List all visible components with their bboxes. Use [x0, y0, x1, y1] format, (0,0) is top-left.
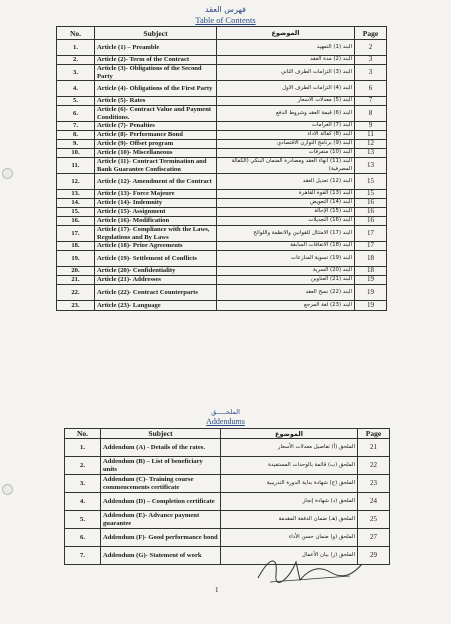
- toc-row-number: 20.: [57, 267, 95, 276]
- toc-row-subject: Article (11)- Contract Termination and Bank Guarantee Confiscation: [95, 158, 217, 174]
- toc-row-subject: Article (21)- Addresses: [95, 276, 217, 285]
- addendums-row-number: 2.: [65, 457, 101, 475]
- toc-row: [57, 267, 387, 276]
- addendums-row-subject-ar: الملحق (أ) تفاصيل معدلات الأسعار: [221, 439, 358, 457]
- title-arabic: فهرس العقد: [205, 5, 246, 14]
- toc-row-subject: Article (20)- Confidentiality: [95, 267, 217, 276]
- toc-row-subject-ar: البند (3) التزامات الطرف الثاني: [217, 65, 355, 81]
- toc-row: [57, 97, 387, 106]
- toc-row-subject: Article (19)- Settlement of Conflicts: [95, 251, 217, 267]
- toc-row-page: 19: [355, 301, 387, 311]
- toc-row-page: 9: [355, 122, 387, 131]
- toc-row-subject: Article (10)- Miscellaneous: [95, 149, 217, 158]
- toc-row-number: 13.: [57, 190, 95, 199]
- toc-row-page: 15: [355, 190, 387, 199]
- toc-row-subject-ar: البند (22) نسخ العقد: [217, 285, 355, 301]
- toc-row-subject: Article (15)- Assignment: [95, 208, 217, 217]
- addendums-header-no: No.: [65, 429, 101, 439]
- addendums-row-page: 21: [358, 439, 390, 457]
- toc-row: [57, 251, 387, 267]
- toc-row-page: 7: [355, 97, 387, 106]
- addendums-row: [65, 493, 390, 511]
- punch-hole-bottom: [2, 484, 13, 495]
- toc-row-subject: Article (18)- Prior Agreements: [95, 242, 217, 251]
- toc-row-page: 16: [355, 199, 387, 208]
- title-english: Table of Contents: [195, 15, 256, 25]
- toc-row-subject-ar: البند (15) الإحالة: [217, 208, 355, 217]
- addendums-row-subject-ar: الملحق (ز) بيان الأعمال: [221, 547, 358, 565]
- toc-header-row: [57, 27, 387, 40]
- toc-body: [57, 40, 387, 311]
- addendums-row: [65, 457, 390, 475]
- toc-row: [57, 40, 387, 56]
- addendums-row-number: 3.: [65, 475, 101, 493]
- toc-row-number: 22.: [57, 285, 95, 301]
- addendums-body: [65, 439, 390, 565]
- toc-row-subject: Article (7)- Penalties: [95, 122, 217, 131]
- addendums-row: [65, 529, 390, 547]
- toc-row-subject: Article (16)- Modification: [95, 217, 217, 226]
- toc-row-subject-ar: البند (6) قيمة العقد وشروط الدفع: [217, 106, 355, 122]
- toc-row-page: 16: [355, 208, 387, 217]
- addendums-row-page: 27: [358, 529, 390, 547]
- addendums-title-english: Addendums: [206, 417, 245, 426]
- toc-row-page: 19: [355, 276, 387, 285]
- toc-row-subject-ar: البند (8) كفالة الأداء: [217, 131, 355, 140]
- addendums-row-subject: Addendum (C)- Training course commencements certificate: [101, 475, 221, 493]
- toc-row-number: 11.: [57, 158, 95, 174]
- addendums-row-subject-ar: الملحق (هـ) ضمان الدفعة المقدمة: [221, 511, 358, 529]
- addendums-title-arabic: الملحـــــق: [211, 408, 240, 416]
- addendums-row-number: 1.: [65, 439, 101, 457]
- toc-row-subject-ar: البند (21) العناوين: [217, 276, 355, 285]
- toc-row-number: 19.: [57, 251, 95, 267]
- addendums-row-page: 23: [358, 475, 390, 493]
- toc-row-number: 10.: [57, 149, 95, 158]
- addendums-row-number: 4.: [65, 493, 101, 511]
- toc-row-subject-ar: البند (19) تسوية المنازعات: [217, 251, 355, 267]
- toc-row-subject: Article (8)- Performance Bond: [95, 131, 217, 140]
- addendums-row-page: 29: [358, 547, 390, 565]
- addendums-row-number: 6.: [65, 529, 101, 547]
- toc-row-subject-ar: البند (23) لغة المرجع: [217, 301, 355, 311]
- toc-row-subject: Article (12)- Amendment of the Contract: [95, 174, 217, 190]
- toc-row: [57, 56, 387, 65]
- toc-row-subject-ar: البند (18) الاتفاقات السابقة: [217, 242, 355, 251]
- toc-row: [57, 226, 387, 242]
- toc-row-number: 7.: [57, 122, 95, 131]
- addendums-row-subject: Addendum (B) – List of beneficiary units: [101, 457, 221, 475]
- toc-row-subject: Article (23)- Language: [95, 301, 217, 311]
- toc-row-page: 15: [355, 174, 387, 190]
- toc-row-page: 2: [355, 40, 387, 56]
- addendums-row-page: 24: [358, 493, 390, 511]
- addendums-row: [65, 511, 390, 529]
- addendums-row-subject: Addendum (A) - Details of the rates.: [101, 439, 221, 457]
- toc-row-number: 14.: [57, 199, 95, 208]
- addendums-row-subject: Addendum (E)- Advance payment guarantee: [101, 511, 221, 529]
- toc-row-subject-ar: البند (11) انهاء العقد ومصادرة الضمان البنكي (الكفالة المصرفية): [217, 158, 355, 174]
- toc-row-subject-ar: البند (16) التعديلات: [217, 217, 355, 226]
- toc-row-page: 13: [355, 149, 387, 158]
- addendums-table: [64, 428, 390, 565]
- toc-row-subject-ar: البند (9) برنامج التوازن الاقتصادي: [217, 140, 355, 149]
- toc-row-subject: Article (5)- Rates: [95, 97, 217, 106]
- toc-row-subject-ar: البند (13) القوة القاهرة: [217, 190, 355, 199]
- toc-row-subject: Article (9)- Offset program: [95, 140, 217, 149]
- toc-row-page: 6: [355, 81, 387, 97]
- toc-row-page: 3: [355, 65, 387, 81]
- addendums-row-subject-ar: الملحق (ج) شهادة بداية الدورة التدريبية: [221, 475, 358, 493]
- toc-row-page: 17: [355, 226, 387, 242]
- addendums-header-subject: Subject: [101, 429, 221, 439]
- toc-row-subject-ar: البند (5) معدلات الاسعار: [217, 97, 355, 106]
- toc-row-subject: Article (13)- Force Majeure: [95, 190, 217, 199]
- toc-row-subject: Article (14)- Indemnity: [95, 199, 217, 208]
- toc-row-subject-ar: البند (20) السرية: [217, 267, 355, 276]
- handwritten-signature: [250, 548, 370, 588]
- toc-row-page: 11: [355, 131, 387, 140]
- toc-row-subject: Article (17)- Compliance with the Laws, Regulations and By Laws: [95, 226, 217, 242]
- toc-row-number: 21.: [57, 276, 95, 285]
- toc-row-subject-ar: البند (7) الغرامات: [217, 122, 355, 131]
- toc-header-no: No.: [57, 27, 95, 40]
- addendums-row: [65, 475, 390, 493]
- toc-row-number: 4.: [57, 81, 95, 97]
- toc-row: [57, 131, 387, 140]
- toc-row-number: 5.: [57, 97, 95, 106]
- toc-row-page: 18: [355, 267, 387, 276]
- toc-row-number: 9.: [57, 140, 95, 149]
- toc-row-subject: Article (3)- Obligations of the Second Party: [95, 65, 217, 81]
- addendums-row-subject-ar: الملحق (د) شهادة إنجاز: [221, 493, 358, 511]
- toc-row-subject-ar: البند (4) التزامات الطرف الاول: [217, 81, 355, 97]
- toc-row-number: 3.: [57, 65, 95, 81]
- toc-row: [57, 242, 387, 251]
- addendums-row-number: 5.: [65, 511, 101, 529]
- toc-row-subject-ar: البند (2) مدة العقد: [217, 56, 355, 65]
- toc-row-page: 13: [355, 158, 387, 174]
- toc-table: [56, 26, 387, 311]
- toc-row-number: 16.: [57, 217, 95, 226]
- toc-row-subject-ar: البند (1) التمهيد: [217, 40, 355, 56]
- toc-row-number: 8.: [57, 131, 95, 140]
- toc-row-number: 17.: [57, 226, 95, 242]
- toc-row: [57, 208, 387, 217]
- toc-row-subject: Article (4)- Obligations of the First Party: [95, 81, 217, 97]
- toc-row-subject: Article (22)- Contract Counterparts: [95, 285, 217, 301]
- toc-row-page: 16: [355, 217, 387, 226]
- addendums-row-subject-ar: الملحق (ب) قائمة بالوحدات المستفيدة: [221, 457, 358, 475]
- addendums-row-subject: Addendum (G)- Statement of work: [101, 547, 221, 565]
- toc-header-subject: Subject: [95, 27, 217, 40]
- toc-row: [57, 149, 387, 158]
- addendums-row-subject-ar: الملحق (و) ضمان حسن الأداء: [221, 529, 358, 547]
- toc-row-subject-ar: البند (12) تعديل العقد: [217, 174, 355, 190]
- toc-row-number: 15.: [57, 208, 95, 217]
- toc-row-page: 8: [355, 106, 387, 122]
- toc-row-number: 2.: [57, 56, 95, 65]
- toc-row-page: 3: [355, 56, 387, 65]
- addendums-row: [65, 439, 390, 457]
- toc-row: [57, 174, 387, 190]
- addendums-header-row: [65, 429, 390, 439]
- toc-row-subject: Article (6)- Contract Value and Payment Conditions.: [95, 106, 217, 122]
- toc-row-number: 6.: [57, 106, 95, 122]
- toc-row-subject-ar: البند (10) متفرقات: [217, 149, 355, 158]
- toc-row: [57, 190, 387, 199]
- toc-row: [57, 81, 387, 97]
- toc-row-number: 1.: [57, 40, 95, 56]
- toc-row: [57, 140, 387, 149]
- toc-row: [57, 301, 387, 311]
- addendums-header-page: Page: [358, 429, 390, 439]
- toc-row: [57, 158, 387, 174]
- toc-row-subject: Article (1) – Preamble: [95, 40, 217, 56]
- toc-row-page: 12: [355, 140, 387, 149]
- toc-row-number: 12.: [57, 174, 95, 190]
- addendums-row-subject: Addendum (D) – Completion certificate: [101, 493, 221, 511]
- toc-row: [57, 276, 387, 285]
- toc-row: [57, 122, 387, 131]
- toc-row-number: 23.: [57, 301, 95, 311]
- toc-header-subject-ar: الموضوع: [217, 27, 355, 40]
- toc-header-page: Page: [355, 27, 387, 40]
- toc-row: [57, 285, 387, 301]
- toc-row-page: 17: [355, 242, 387, 251]
- addendums-row-page: 22: [358, 457, 390, 475]
- addendums-row-number: 7.: [65, 547, 101, 565]
- toc-row: [57, 199, 387, 208]
- addendums-header-subject-ar: الموضوع: [221, 429, 358, 439]
- toc-row: [57, 217, 387, 226]
- toc-row-number: 18.: [57, 242, 95, 251]
- punch-hole-top: [2, 168, 13, 179]
- page-number: 1: [215, 586, 219, 594]
- toc-row-page: 18: [355, 251, 387, 267]
- toc-row-page: 19: [355, 285, 387, 301]
- toc-row-subject: Article (2)- Term of the Contract: [95, 56, 217, 65]
- toc-row: [57, 65, 387, 81]
- toc-row: [57, 106, 387, 122]
- toc-row-subject-ar: البند (14) التعويض: [217, 199, 355, 208]
- toc-row-subject-ar: البند (17) الامتثال للقوانين والانظمة واللوائح: [217, 226, 355, 242]
- addendums-row-subject: Addendum (F)- Good performance bond: [101, 529, 221, 547]
- addendums-row-page: 25: [358, 511, 390, 529]
